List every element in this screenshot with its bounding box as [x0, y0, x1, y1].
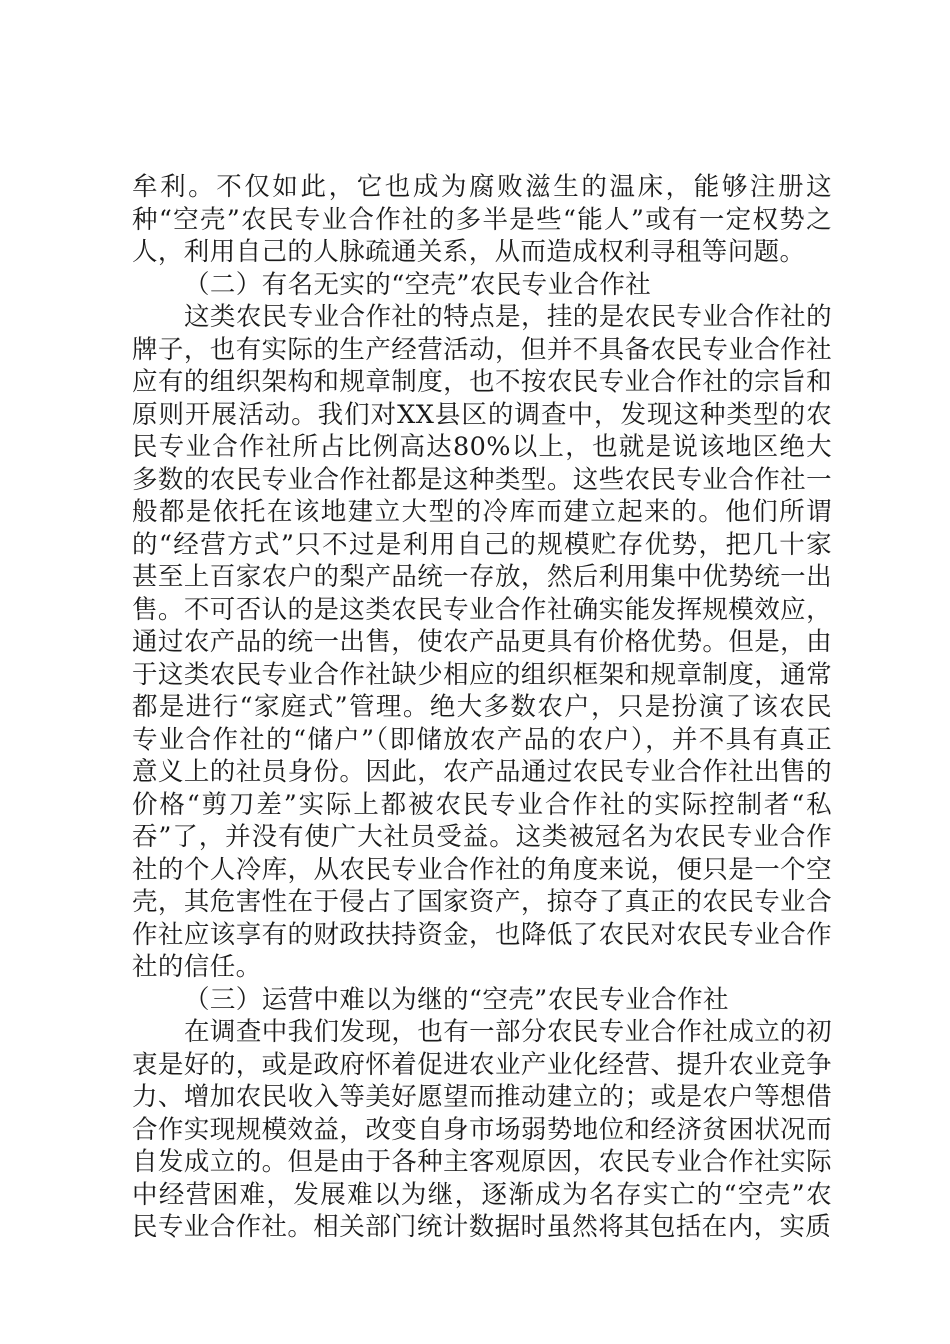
body-paragraph-3: 在调查中我们发现，也有一部分农民专业合作社成立的初衷是好的，或是政府怀着促进农业产业化经营、提升农业竞争力、增加农民收入等美好愿望而推动建立的；或是农户等想借合作实现规模效益，改变自身市场弱势地位和经济贫困状况而自发成立的。但是由于各种主客观原因，农民专业合作社实际中经营困难，发展难以为继，逐渐成为名存实亡的“空壳”农民专业合作社。相关部门统计数据时虽然将其包括在内，实质 [132, 1017, 832, 1242]
body-paragraph-1: 牟利。不仅如此，它也成为腐败滋生的温床，能够注册这种“空壳”农民专业合作社的多半是些“能人”或有一定权势之人，利用自己的人脉疏通关系，从而造成权利寻租等问题。 [132, 172, 832, 267]
section-heading-3: （三）运营中难以为继的“空壳”农民专业合作社 [184, 984, 729, 1015]
section-heading-2: （二）有名无实的“空壳”农民专业合作社 [184, 269, 652, 300]
body-paragraph-2: 这类农民专业合作社的特点是，挂的是农民专业合作社的牌子，也有实际的生产经营活动，但并不具备农民专业合作社应有的组织架构和规章制度，也不按农民专业合作社的宗旨和原则开展活动。我们对XX县区的调查中，发现这种类型的农民专业合作社所占比例高达80%以上，也就是说该地区绝大多数的农民专业合作社都是这种类型。这些农民专业合作社一般都是依托在该地建立大型的冷库而建立起来的。他们所谓的“经营方式”只不过是利用自己的规模贮存优势，把几十家甚至上百家农户的梨产品统一存放，然后利用集中优势统一出售。不可否认的是这类农民专业合作社确实能发挥规模效应，通过农产品的统一出售，使农产品更具有价格优势。但是，由于这类农民专业合作社缺少相应的组织框架和规章制度，通常都是进行“家庭式”管理。绝大多数农户，只是扮演了该农民专业合作社的“储户”（即储放农产品的农户），并不具有真正意义上的社员身份。因此，农产品通过农民专业合作社出售的价格“剪刀差”实际上都被农民专业合作社的实际控制者“私吞”了，并没有使广大社员受益。这类被冠名为农民专业合作社的个人冷库，从农民专业合作社的角度来说，便只是一个空壳，其危害性在于侵占了国家资产，掠夺了真正的农民专业合作社应该享有的财政扶持资金，也降低了农民对农民专业合作社的信任。 [132, 302, 832, 982]
document-page [132, 171, 832, 1244]
